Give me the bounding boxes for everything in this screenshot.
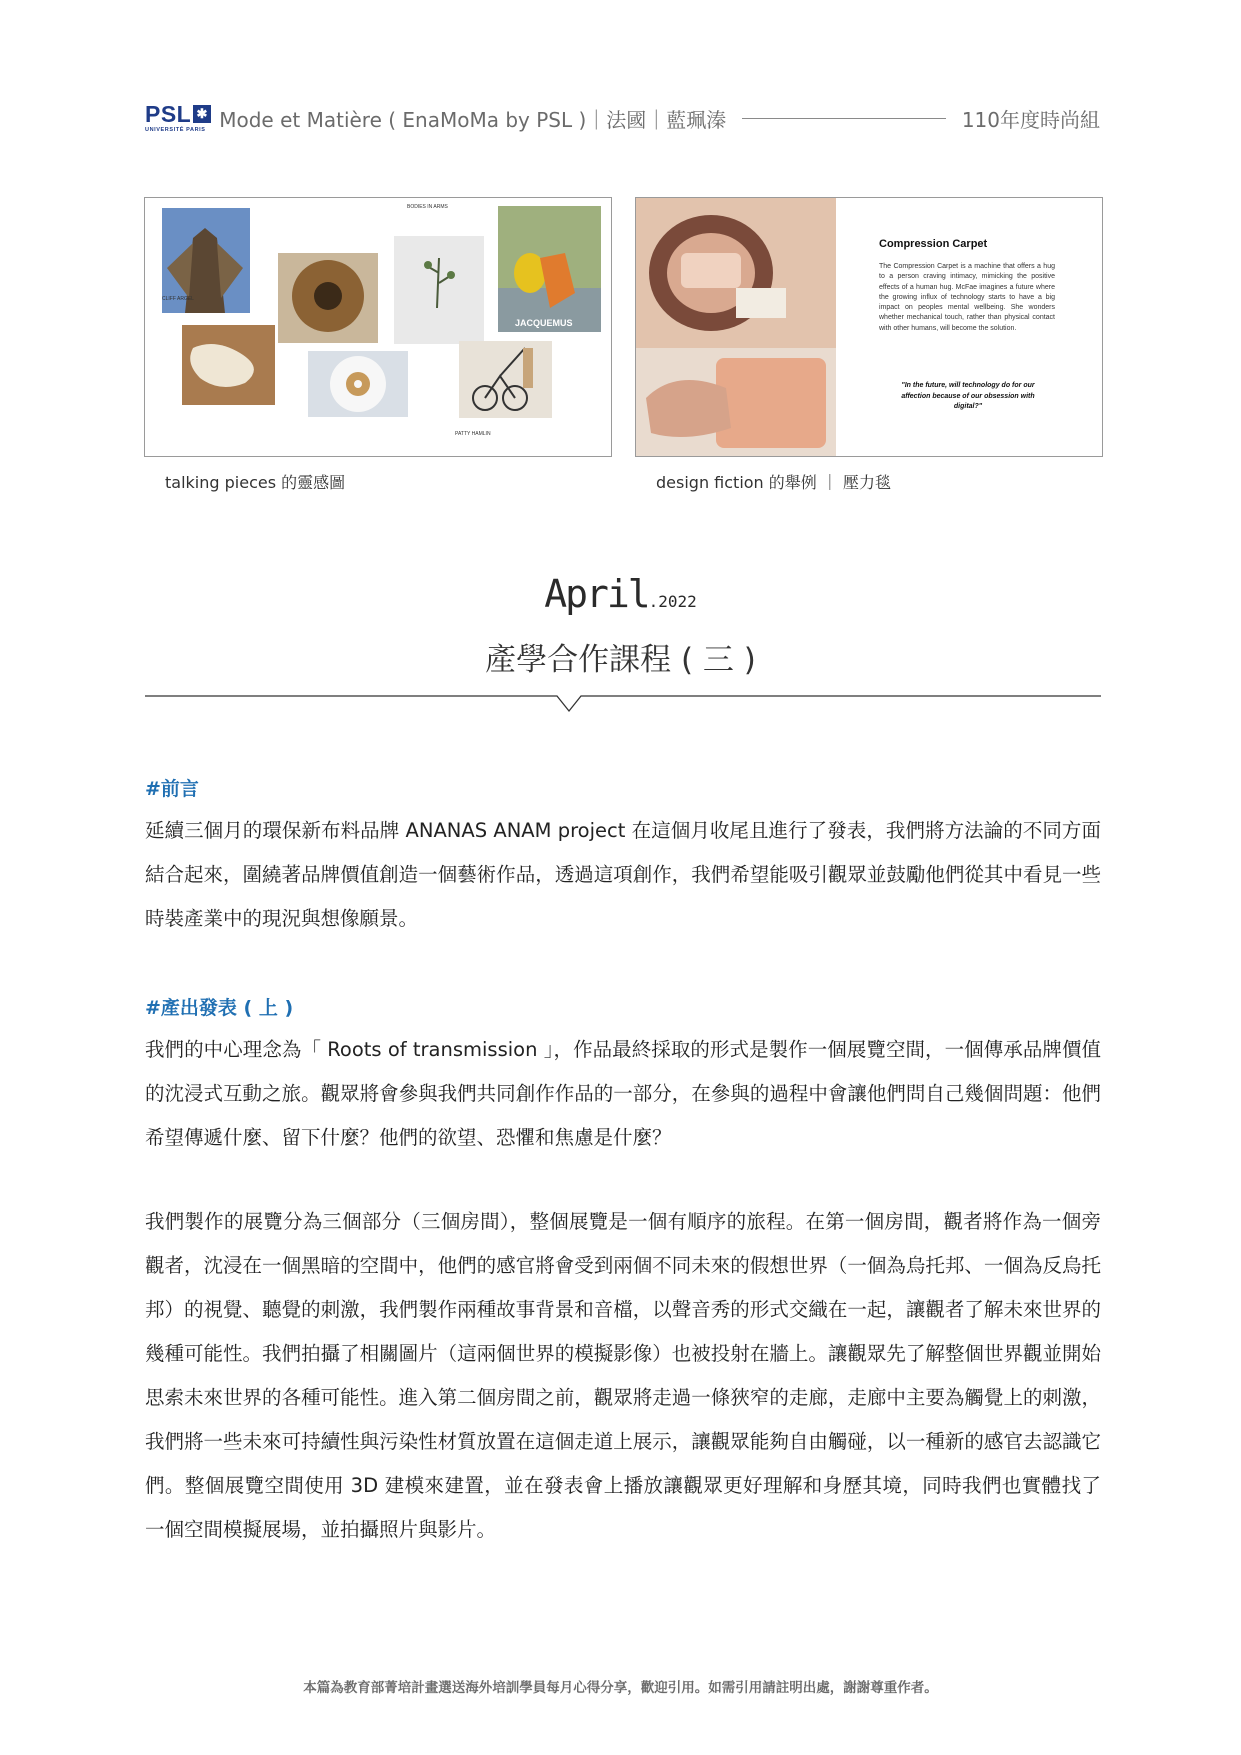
talking-pieces-collage — [144, 197, 612, 457]
collage-label-1: BODIES IN ARMS — [407, 204, 448, 210]
section-presentation — [145, 990, 1101, 1552]
header-title: Mode et Matière ( EnaMoMa by PSL )｜法國｜藍珮溱 — [219, 107, 727, 132]
left-figure-caption: talking pieces 的靈感圖 — [165, 473, 346, 492]
month-name: April — [544, 572, 649, 616]
title-divider — [145, 695, 1101, 715]
header-right-text: 110年度時尚組 — [961, 107, 1100, 132]
collage-label-4: PATTY HAMLIN — [455, 431, 491, 437]
logo-subtext: UNIVERSITÉ PARIS — [145, 127, 206, 133]
section-heading: #前言 — [145, 778, 199, 800]
carpet-photos — [636, 198, 836, 456]
course-title: 產學合作課程 ( 三 ) — [485, 642, 756, 678]
header-divider — [742, 118, 946, 119]
psl-logo — [145, 103, 211, 133]
page-header — [145, 100, 1100, 136]
right-figure-caption: design fiction 的舉例 ｜ 壓力毯 — [656, 473, 891, 492]
month-heading — [0, 572, 1241, 616]
paragraph: 延續三個月的環保新布料品牌 ANANAS ANAM project 在這個月收尾且進行了發表，我們將方法論的不同方面結合起來，圍繞著品牌價值創造一個藝術作品，透過這項創作，我們希望能吸引觀眾並鼓勵他們從其中看見一些時裝產業中的現況與想像願景。 — [145, 819, 1101, 930]
section-heading: #產出發表 ( 上 ) — [145, 997, 294, 1019]
paragraph: 我們的中心理念為「 Roots of transmission 」，作品最終採取的形式是製作一個展覽空間，一個傳承品牌價值的沈浸式互動之旅。觀眾將會參與我們共同創作作品的一部分，在參與的過程中會讓他們問自己幾個問題：他們希望傳遞什麼、留下什麼？他們的欲望、恐懼和焦慮是什麼？ — [145, 1038, 1101, 1149]
logo-text: PSL — [145, 101, 192, 127]
collage-label-2: CLIFF ARGEL — [162, 296, 194, 302]
month-year: .2022 — [648, 592, 697, 611]
psl-emblem-icon: ✱ — [193, 105, 211, 123]
collage-label-3: JACQUEMUS — [515, 318, 573, 328]
card-title: Compression Carpet — [879, 238, 988, 250]
section-intro — [145, 771, 1101, 941]
page-footer: 本篇為教育部菁培計畫選送海外培訓學員每月心得分享，歡迎引用。如需引用請註明出處，謝謝尊重作者。 — [303, 1680, 938, 1696]
card-body: The Compression Carpet is a machine that offers a hug to a person craving intimacy, mimicking the positive effects of a human hug. McFae imagines a future where the growing influx of technology starts to have a big impact on peoples mental wellbeing. She wonders whether mechanical touch, rather than physical contact with other humans, will become the solution. — [879, 263, 1055, 332]
paragraph: 我們製作的展覽分為三個部分（三個房間），整個展覽是一個有順序的旅程。在第一個房間，觀者將作為一個旁觀者，沈浸在一個黑暗的空間中，他們的感官將會受到兩個不同未來的假想世界（一個為烏托邦、一個為反烏托邦）的視覺、聽覺的刺激，我們製作兩種故事背景和音檔，以聲音秀的形式交織在一起，讓觀者了解未來世界的幾種可能性。我們拍攝了相關圖片（這兩個世界的模擬影像）也被投射在牆上。讓觀眾先了解整個世界觀並開始思索未來世界的各種可能性。進入第二個房間之前，觀眾將走過一條狹窄的走廊，走廊中主要為觸覺上的刺激，我們將一些未來可持續性與污染性材質放置在這個走道上展示，讓觀眾能夠自由觸碰，以一種新的感官去認識它們。整個展覽空間使用 3D 建模來建置，並在發表會上播放讓觀眾更好理解和身歷其境，同時我們也實體找了一個空間模擬展場，並拍攝照片與影片。 — [145, 1210, 1101, 1541]
compression-carpet-figure — [635, 197, 1103, 457]
card-quote: "In the future, will technology do for our affection because of our obsession with digital?" — [901, 382, 1035, 410]
